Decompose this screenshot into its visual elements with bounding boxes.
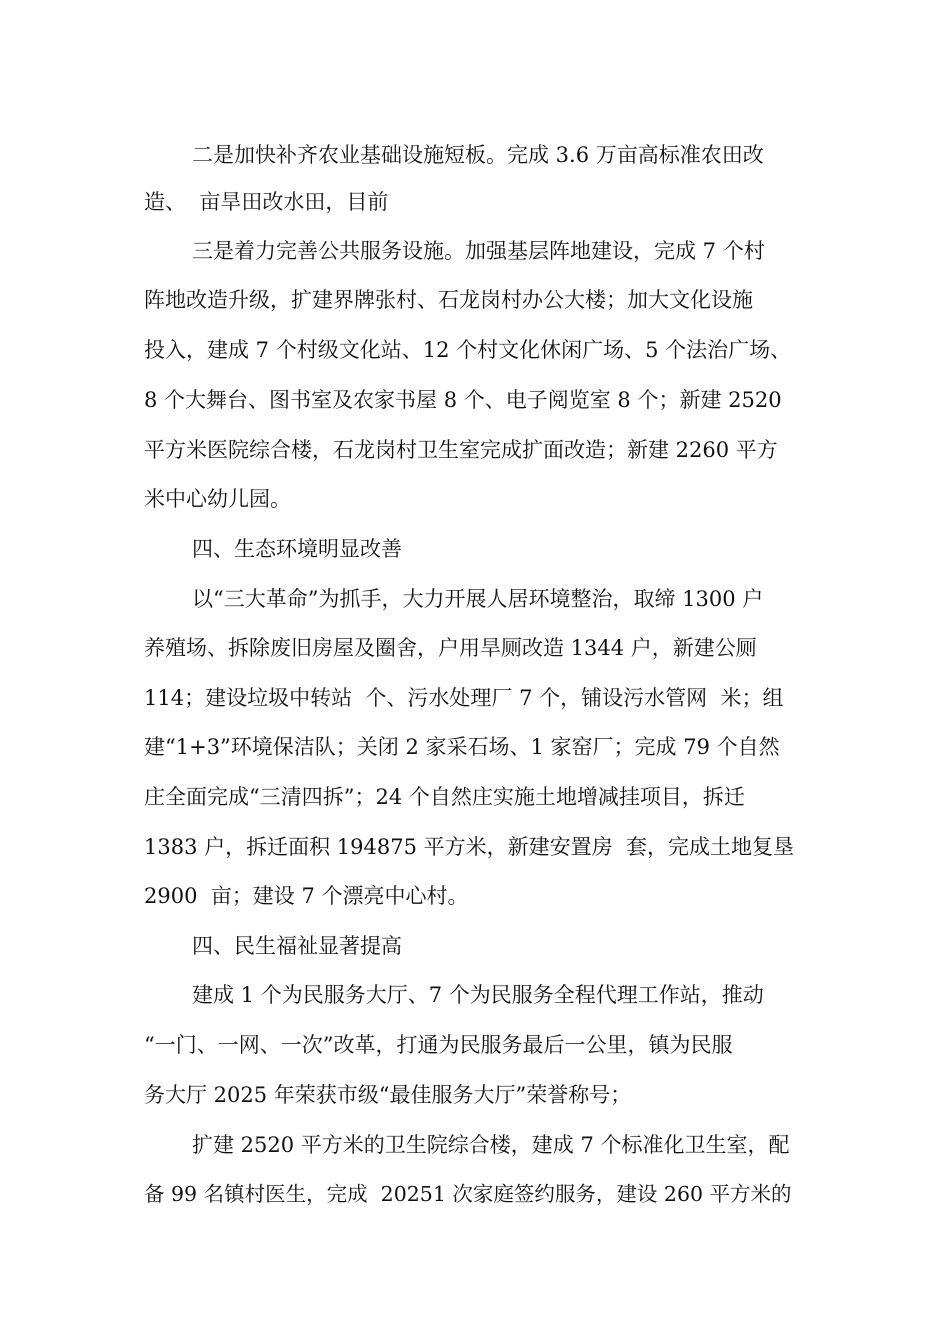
text-line: 平方米医院综合楼，石龙岗村卫生室完成扩面改造；新建 2260 平方 <box>144 438 778 462</box>
text-line: 扩建 2520 平方米的卫生院综合楼，建成 7 个标准化卫生室，配 <box>192 1133 790 1157</box>
text-line: 114；建设垃圾中转站 个、污水处理厂 7 个，铺设污水管网 米；组 <box>144 686 784 710</box>
text-line: 备 99 名镇村医生，完成 20251 次家庭签约服务，建设 260 平方米的 <box>144 1182 792 1206</box>
text-line: 阵地改造升级，扩建界牌张村、石龙岗村办公大楼；加大文化设施 <box>144 288 753 312</box>
text-line: 8 个大舞台、图书室及农家书屋 8 个、电子阅览室 8 个；新建 2520 <box>144 388 782 412</box>
text-line: 造、 亩旱田改水田，目前 <box>144 190 389 214</box>
text-line: 二是加快补齐农业基础设施短板。完成 3.6 万亩高标准农田改 <box>192 143 764 167</box>
text-line: 务大厅 2025 年荣获市级“最佳服务大厅”荣誉称号； <box>144 1083 632 1107</box>
section-heading: 四、民生福祉显著提高 <box>192 934 402 958</box>
text-line: 投入，建成 7 个村级文化站、12 个村文化休闲广场、5 个法治广场、 <box>144 338 792 362</box>
text-line: 2900 亩；建设 7 个漂亮中心村。 <box>144 884 469 908</box>
text-line: 米中心幼儿园。 <box>144 487 291 511</box>
section-heading: 四、生态环境明显改善 <box>192 537 402 561</box>
text-line: 庄全面完成“三清四拆”；24 个自然庄实施土地增减挂项目，拆迁 <box>144 785 745 809</box>
text-line: 以“三大革命”为抓手，大力开展人居环境整治，取缔 1300 户 <box>192 587 764 611</box>
text-line: 建“1+3”环境保洁队；关闭 2 家采石场、1 家窑厂；完成 79 个自然 <box>144 735 780 759</box>
text-line: “一门、一网、一次”改革，打通为民服务最后一公里，镇为民服 <box>144 1033 733 1057</box>
text-line: 建成 1 个为民服务大厅、7 个为民服务全程代理工作站，推动 <box>192 983 764 1007</box>
text-line: 三是着力完善公共服务设施。加强基层阵地建设，完成 7 个村 <box>192 239 765 263</box>
text-line: 1383 户，拆迁面积 194875 平方米，新建安置房 套，完成土地复垦 <box>144 835 794 859</box>
text-line: 养殖场、拆除废旧房屋及圈舍，户用旱厕改造 1344 户，新建公厕 <box>144 636 757 660</box>
